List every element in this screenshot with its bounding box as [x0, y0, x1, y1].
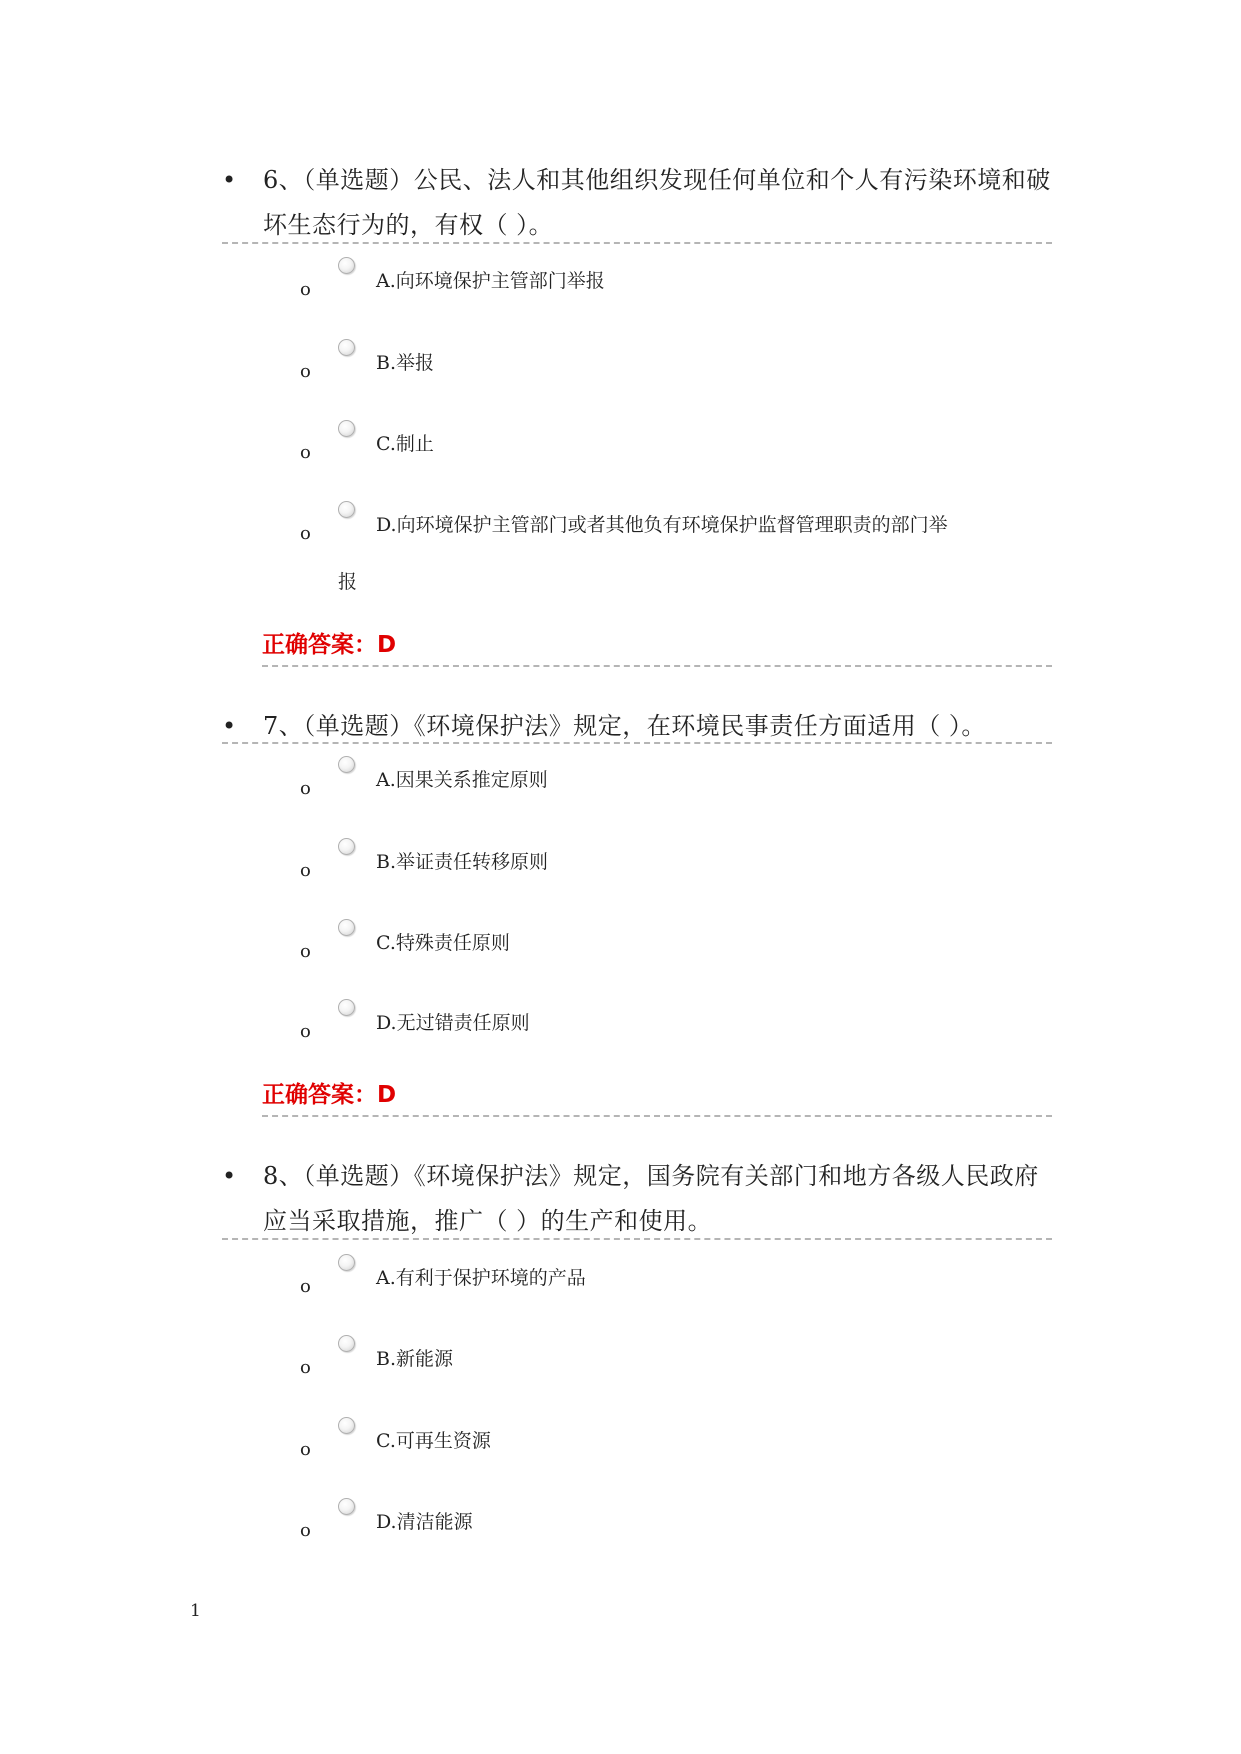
- radio-button-icon[interactable]: [338, 1417, 355, 1434]
- question-text: 6、（单选题）公民、法人和其他组织发现任何单位和个人有污染环境和破坏生态行为的，有权（ ）。: [263, 166, 1051, 239]
- option-label: B.新能源: [376, 1348, 454, 1370]
- question-6: [222, 158, 1052, 248]
- option-bullet: o: [300, 941, 311, 962]
- question-text: 8、（单选题）《环境保护法》规定，国务院有关部门和地方各级人民政府应当采取措施，推广（ ）的生产和使用。: [263, 1162, 1039, 1235]
- option-bullet: o: [300, 1520, 311, 1541]
- divider: [262, 665, 1052, 667]
- option-bullet: o: [300, 1276, 311, 1297]
- radio-button-icon[interactable]: [338, 1498, 355, 1515]
- radio-button-icon[interactable]: [338, 999, 355, 1016]
- radio-button-icon[interactable]: [338, 838, 355, 855]
- radio-button-icon[interactable]: [338, 1254, 355, 1271]
- option-bullet: o: [300, 442, 311, 463]
- option-label-continued: 报: [338, 571, 358, 593]
- divider: [222, 242, 1052, 244]
- radio-button-icon[interactable]: [338, 339, 355, 356]
- radio-button-icon[interactable]: [338, 420, 355, 437]
- option-label: A.因果关系推定原则: [376, 769, 548, 791]
- radio-button-icon[interactable]: [338, 1335, 355, 1352]
- option-bullet: o: [300, 1439, 311, 1460]
- option-label: B.举证责任转移原则: [376, 851, 549, 873]
- divider: [222, 742, 1052, 744]
- question-text: 7、（单选题）《环境保护法》规定，在环境民事责任方面适用（ ）。: [263, 712, 986, 740]
- option-label: A.有利于保护环境的产品: [376, 1267, 586, 1289]
- option-label: D.无过错责任原则: [376, 1012, 530, 1034]
- option-bullet: o: [300, 1357, 311, 1378]
- radio-button-icon[interactable]: [338, 919, 355, 936]
- option-label: A.向环境保护主管部门举报: [376, 270, 605, 292]
- question-8: [222, 1154, 1052, 1244]
- option-label: D.清洁能源: [376, 1511, 473, 1533]
- option-bullet: o: [300, 860, 311, 881]
- option-label: C.制止: [376, 433, 434, 455]
- divider: [222, 1238, 1052, 1240]
- option-bullet: o: [300, 361, 311, 382]
- question-bullet: •: [222, 712, 237, 740]
- correct-answer: 正确答案：D: [262, 632, 397, 658]
- option-bullet: o: [300, 778, 311, 799]
- option-label: C.可再生资源: [376, 1430, 491, 1452]
- option-label: C.特殊责任原则: [376, 932, 510, 954]
- option-label: D.向环境保护主管部门或者其他负有环境保护监督管理职责的部门举: [376, 514, 948, 536]
- divider: [262, 1115, 1052, 1117]
- question-bullet: •: [222, 1162, 237, 1190]
- option-bullet: o: [300, 279, 311, 300]
- option-bullet: o: [300, 523, 311, 544]
- option-bullet: o: [300, 1021, 311, 1042]
- question-7: [222, 704, 1052, 749]
- radio-button-icon[interactable]: [338, 501, 355, 518]
- radio-button-icon[interactable]: [338, 756, 355, 773]
- correct-answer: 正确答案：D: [262, 1082, 397, 1108]
- radio-button-icon[interactable]: [338, 257, 355, 274]
- question-bullet: •: [222, 166, 237, 194]
- option-label: B.举报: [376, 352, 435, 374]
- page-number: 1: [190, 1601, 201, 1621]
